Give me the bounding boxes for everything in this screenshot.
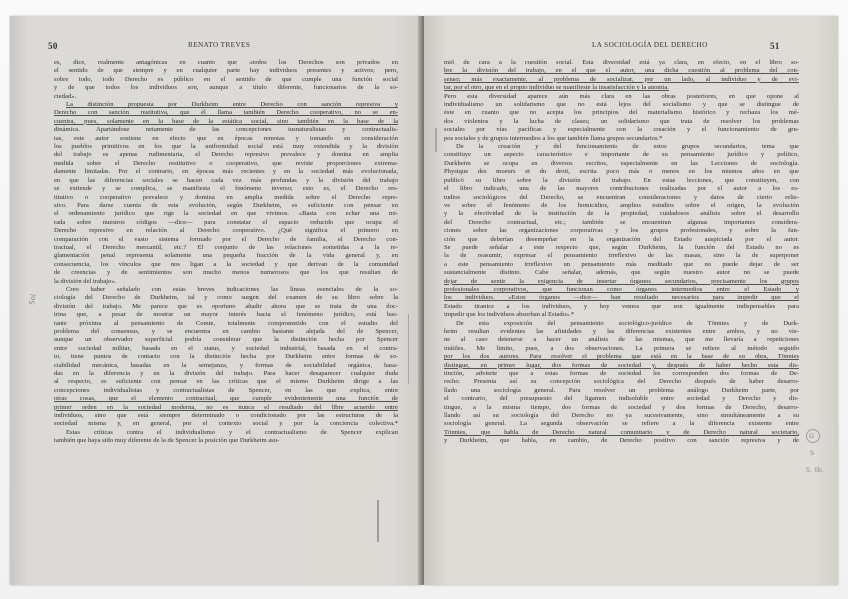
right-page-line: ve sobre el fenómeno de los homicidios, amplios estudios sobre el origen, la evolución xyxy=(444,201,799,209)
right-page-line: senso; más exactamente, al problema de socializar, por un lado, al individuo y de evi- xyxy=(444,75,799,83)
right-page-line: éste en cuanto que no acepta los principios del materialismo histórico y rechaza los mé- xyxy=(444,109,799,117)
right-page-line: publicó su libro sobre la división del trabajo. En estas lecciones, que constituyen, con xyxy=(444,176,799,184)
left-page-line: das en la diferencia y en la división del trabajo. Para hacer desaparecer cualquier duda xyxy=(54,370,398,378)
right-page-line: el libro indicado, una de las mayores contribuciones realizadas por el autor a los es- xyxy=(444,185,799,193)
left-page-line: individuos, sino que está siempre determinado o condicionado por las estructuras de la xyxy=(54,412,398,420)
left-page-line: otras cosas, que el elemento contractual, que cumple evidentemente una función de xyxy=(54,395,398,403)
left-page-line: primer orden en la sociedad moderna, no es nunca el resultado del libre acuerdo entre xyxy=(54,403,398,411)
left-running-head: RENATO TREVES xyxy=(188,41,251,49)
left-body-text xyxy=(54,59,398,446)
right-page xyxy=(424,16,838,585)
right-margin-note-lib: 5. lib. xyxy=(806,466,825,474)
left-page-line: también que haya sido muy diferente de la de Spencer la posición que Durkheim asu- xyxy=(54,437,280,445)
left-page-line: La distinción propuesta por Durkheim entre Derecho con sanción represiva y xyxy=(66,101,398,109)
left-page-line: el sentido de que siempre y en cualquier parte hay individuos presentes y activos; pero, xyxy=(54,67,398,75)
right-page-line: distingue, en primer lugar, dos formas de sociedad y, después de haber hecho esta dis- xyxy=(444,361,799,369)
right-page-line: por los dos autores. Para resolver el problema que está en la base de su obra, Tönnies xyxy=(444,353,799,361)
right-page-line: individualismo un solidarismo que no está lejos del socialismo y que se distingue de xyxy=(444,101,799,109)
left-page-line: medida sobre el Derecho restitutivo o cooperativo, que reviste proporciones extrema- xyxy=(54,159,398,167)
right-page-line: los individuos. «Estos órganos —dice— han resultado necesarios para impedir que el xyxy=(444,294,799,302)
left-page-line: aunque un observador superficial podría considerar que la distinción hecha por Spencer xyxy=(54,336,398,344)
left-page-line: de creencias y de sentimientos son mucho menos numerosos que los que resultan de xyxy=(54,269,398,277)
left-page-line: sivo. Para darse cuenta de esta evolución, según Durkheim, es suficiente con pensar en xyxy=(54,201,398,209)
left-page-line: del trabajo es apenas rudimentaria, el Derecho represivo prevalece y domina en amplia xyxy=(54,151,398,159)
left-page-line: división del trabajo. Me parece que es oportuno añadir ahora que se trata de una doc- xyxy=(54,302,398,310)
right-page-line: y Durkheim, que habla, en cambio, de Derecho positivo con sanción represiva y de xyxy=(444,437,799,445)
left-page-line: damente limitadas. Por el contrario, en épocas más recientes y en la sociedad más evolucionada, xyxy=(54,168,398,176)
left-page-line: ciedad». xyxy=(54,92,77,100)
right-page-line: el contrario, del presupuesto del ligamen indisoluble entre sociedad y Derecho y dis- xyxy=(444,395,799,403)
right-page-line: ne al caso detenerse a hacer un análisis de las mismas, que me llevaría a repeticiones xyxy=(444,336,799,344)
right-page-line: De la creación y del funcionamiento de estos grupos secundarios, tema que xyxy=(456,143,799,151)
right-page-line: tingue, a la misma tiempo, dos formas de sociedad y dos formas de Derecho, desarro- xyxy=(444,403,799,411)
left-page-line: glamentación penal representa solamente una pequeña fracción de la vida general y, en xyxy=(54,252,398,260)
left-page-line: Derecho represivo en relación al Derecho cooperativo. ¿Qué significa el primero en xyxy=(54,227,398,235)
right-page-line: impedir que los individuos absorban al Estado».* xyxy=(444,311,575,319)
right-margin-pencil-mark xyxy=(435,128,437,152)
right-page-line: tar, por el otro, que en el propio individuo se manifieste la insatisfacción y la anomia. xyxy=(444,84,669,92)
left-page-line: y de que todos los individuos son, aunque a título diferente, funcionarios de la so- xyxy=(54,84,398,92)
right-page-line: dejar de sentir la exigencia de insertar órganos secundarios, precisamente los grupos xyxy=(444,277,799,285)
left-page-line: se extiende y se complica, se manifiesta el fenómeno inverso; esto es, el Derecho res- xyxy=(54,185,398,193)
right-page-line: sustancialmente distinto. Cabe señalar, además, que según nuestro autor no se puede xyxy=(444,269,799,277)
right-margin-note-s: S xyxy=(810,449,815,457)
left-page-line: entre sociedad militar, basada en el status, y sociedad industrial, basada en el contra- xyxy=(54,344,398,352)
left-page-line: rada sobre nuestros códigos —dice— para constatar el espacio reducido que ocupa el xyxy=(54,218,398,226)
left-page-line: sociedad misma y, en general, por el contexto social y por la conciencia colectiva.* xyxy=(54,420,398,428)
right-page-line: recho. Presenta así su concepción sociológica del Derecho después de haber desarro- xyxy=(444,378,799,386)
left-page-line: tante próxima al pensamiento de Comte, totalmente comprometido con el estudio del xyxy=(54,319,398,327)
left-page-line: comparación con el vasto sistema formado por el Derecho de familia, el Derecho con- xyxy=(54,235,398,243)
left-page-line: la división del trabajo». xyxy=(54,277,117,285)
left-page-number: 50 xyxy=(48,41,58,51)
right-running-head: LA SOCIOLOGÍA DEL DERECHO xyxy=(592,41,708,49)
right-page-line: la de reasumir, expresar el pensamiento irreflexivo de las masas, sino la de superponer xyxy=(444,252,799,260)
right-page-line: Physique des moeurs et du droit, escrita poco más o menos en los mismos años en que xyxy=(444,168,799,176)
left-page-line: cuentra, pues, solamente en la base de la estática social, sino también en la base de la xyxy=(54,117,398,125)
left-page-line: al respecto, es suficiente con pensar en las críticas que el mismo Durkheim dirige a las xyxy=(54,378,398,386)
left-page-line: sobre todo, todo Derecho es público en el sentido de que cumple una función social xyxy=(54,75,398,83)
right-page-line: bre la división del trabajo, en el que el autor, una dicha cuestión al problema del con- xyxy=(444,67,799,75)
left-page-line: dinámica. Apartándose netamente de las concepciones iusnaturalistas y contractualis- xyxy=(54,126,398,134)
right-page-line: pos sociales y de grupos intermedios a los que también llama grupos secundarios.* xyxy=(444,134,663,142)
left-page-line: to, tiene puntos de contacto con la distinción hecha por Durkheim entre formas de so- xyxy=(54,353,398,361)
right-page-line: constituye un aspecto característico e importante de su pensamiento jurídico y político, xyxy=(444,151,799,159)
right-page-line: ción que deberían desempeñar en la organización del Estado auspiciada por el autor. xyxy=(444,235,799,243)
right-page-line: Tönnies, que habla de Derecho natural comunitario y de Derecho natural societario, xyxy=(444,428,799,436)
left-page-line: el ordenamiento jurídico que rige la sociedad en que vivimos. «Basta con echar una mi- xyxy=(54,210,398,218)
right-page-line: Pero esta diversidad aparece aún más clara en las obras posteriores, en que opone al xyxy=(444,92,799,100)
left-page-line: concepciones individualistas y contractualistas de Spencer, en las que explica, entre xyxy=(54,386,398,394)
right-body-text xyxy=(444,59,799,446)
left-page-line: en que las diferencias sociales se hacen cada vez más profundas y la división del trabajo xyxy=(54,176,398,184)
left-page-line: Derecho con sanción restitutiva, que él llama también Derecho cooperativo, no se en- xyxy=(54,109,398,117)
right-page-line: ciones sobre las organizaciones corporativas y los grupos profesionales, y sobre la fun- xyxy=(444,227,799,235)
left-page-line: tractual, el Derecho mercantil, etc.? El conjunto de las relaciones sometidas a la re- xyxy=(54,243,398,251)
left-margin-pencil-note: Sol xyxy=(28,293,38,306)
left-page-line: problema del consensus, y se encuentra en cambio bastante alejada del de Spencer, xyxy=(54,328,398,335)
left-margin-bracket-mark xyxy=(377,500,379,542)
right-page-line: Estado tiranice a los individuos, y hoy vemos que son igualmente indispensables para xyxy=(444,302,799,310)
right-margin-note-g: G xyxy=(809,432,815,440)
right-page-number: 51 xyxy=(770,41,780,51)
left-page-line: ciología del Derecho de Durkheim, tal y como surgen del examen de su libro sobre la xyxy=(54,294,398,302)
right-page-line: Se puede señalar a este respecto que, según Durkheim, la función del Estado no es xyxy=(444,243,799,251)
left-page-line: Creo haber señalado con estas breves indicaciones las líneas esenciales de la so- xyxy=(66,285,398,293)
right-page-line: llado una sociología general. Para resolver un problema análogo Durkheim parte, por xyxy=(444,386,799,394)
right-page-line: Durkheim se ocupa en diversos escritos, especialmente en las Lecciones de sociología. xyxy=(444,159,799,167)
right-page-line: De esta exposición del pensamiento sociológico-jurídico de Tönnies y de Durk- xyxy=(456,319,799,327)
right-page-line: sociales por vías pacíficas y especialmente con la creación y el funcionamiento de gru- xyxy=(444,126,799,134)
left-margin-pencil-mark xyxy=(408,314,409,384)
right-page-line: tinción, advierte que a estas formas de sociedad les corresponden dos formas de De- xyxy=(444,370,799,378)
right-page-line: inútiles. Me limito, pues, a dos observaciones. La primera se refiere al método seguido xyxy=(444,344,799,352)
left-page-line: tas, este autor sostiene en efecto que en épocas remotas y tomando en consideración xyxy=(54,134,398,142)
right-page-line: dos violentos y la lucha de clases; un solidarismo que trata de resolver los problemas xyxy=(444,117,799,125)
right-page-line: heim resultan evidentes las afinidades y las diferencias existentes entre ambos, y no vie- xyxy=(444,328,799,335)
left-page xyxy=(10,16,422,585)
left-page-line: los pueblos primitivos en los que la uniformidad social está muy extendida y la división xyxy=(54,143,398,151)
right-page-line: a este pensamiento irreflexivo un pensamiento más meditado que no puede dejar de ser xyxy=(444,260,799,268)
right-page-line: y la efectividad de la institución de la propiedad, cuidadosos análisis sobre el desarrollo xyxy=(444,210,799,218)
right-page-line: tudios sociológicos del Derecho, se encuentran consideraciones y datos de cierto relie- xyxy=(444,193,799,201)
right-page-line: mió de cara a la cuestión social. Esta diversidad está ya clara, en efecto, en el libro so- xyxy=(444,59,799,66)
left-page-line: Estas críticas contra el individualismo y el contractualismo de Spencer explican xyxy=(66,428,398,436)
left-page-line: trina que, a pesar de mostrar un mayor interés hacia el fenómeno jurídico, está bas- xyxy=(54,311,398,319)
right-page-line: llando así su sociología del Derecho no ya sucesivamente, sino simultáneamente a su xyxy=(444,412,799,420)
left-page-line: titutivo o cooperativo prevalece y domina en amplia medida sobre el Derecho repre- xyxy=(54,193,398,201)
right-page-line: profesionales corporativos, que funcionan como órganos intermedios entre el Estado y xyxy=(444,285,799,293)
left-page-line: consecuencia, los vínculos que nos ligan a la sociedad y que derivan de la comunidad xyxy=(54,260,398,268)
right-page-line: sociología general. La segunda observación se refiere a la diferencia existente entre xyxy=(444,420,799,428)
left-page-line: es, dice, realmente antagónicas en cuanto que «todos los Derechos son privados en xyxy=(54,59,398,66)
left-page-line: ciabilidad mecánica, basadas en la semejanza, y formas de sociabilidad orgánica, basa- xyxy=(54,361,398,369)
right-page-line: del Derecho contractual, etc.; también se encuentran algunas importantes considera- xyxy=(444,218,799,226)
